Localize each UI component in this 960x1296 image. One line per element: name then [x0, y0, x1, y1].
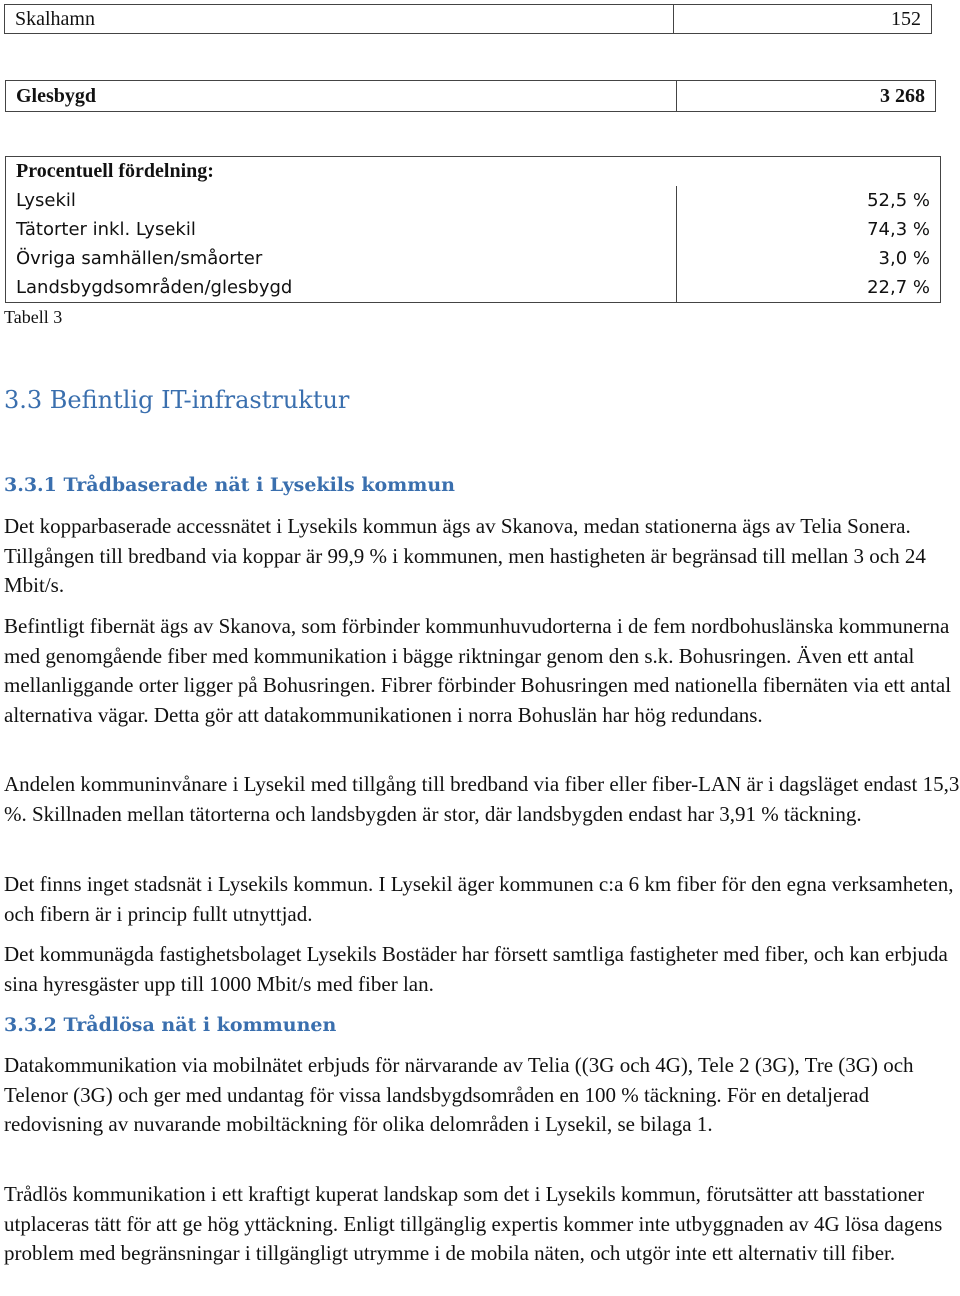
- paragraph: Det finns inget stadsnät i Lysekils kommun. I Lysekil äger kommunen c:a 6 km fiber för den egna verksamheten, och fibern är i princip fullt utnyttjad.: [4, 872, 954, 926]
- row-value: 3,0 %: [677, 244, 941, 273]
- paragraph: Befintligt fibernät ägs av Skanova, som förbinder kommunhuvudorterna i de fem nordbohuslänska kommunerna med genomgående fiber med kommunikation i bägge riktningar genom den s.k. Bohusringen. Även ett antal mellanliggande orter ligger på Bohusringen. Fibrer förbinder Bohusringen med nationella fibernäten via ett antal alternativa vägar. Detta gör att datakommunikationen i norra Bohuslän har hög redundans.: [4, 614, 952, 727]
- row-value: 3 268: [677, 81, 936, 112]
- table-row: [6, 215, 941, 244]
- skalhamn-table: [4, 4, 932, 34]
- section-title: 3.3 Befintlig IT-infrastruktur: [4, 386, 350, 414]
- glesbygd-table: [5, 80, 936, 112]
- table-row: [6, 81, 936, 112]
- row-label: Tätorter inkl. Lysekil: [6, 215, 677, 244]
- row-label: Glesbygd: [6, 81, 677, 112]
- table-row: [6, 273, 941, 303]
- table-caption: Tabell 3: [4, 307, 63, 327]
- row-label: Skalhamn: [5, 5, 674, 34]
- paragraph: Det kommunägda fastighetsbolaget Lysekils Bostäder har försett samtliga fastigheter med fiber, och kan erbjuda sina hyresgäster upp till 1000 Mbit/s med fiber lan.: [4, 942, 948, 996]
- paragraph: Datakommunikation via mobilnätet erbjuds för närvarande av Telia ((3G och 4G), Tele 2 (3G), Tre (3G) och Telenor (3G) och ger med undantag för vissa landsbygdsområden en 100 % täckning. För en detaljerad redovisning av nuvarande mobiltäckning för olika delområden i Lysekil, se bilaga 1.: [4, 1053, 914, 1136]
- table-heading: Procentuell fördelning:: [6, 157, 941, 187]
- row-label: Lysekil: [6, 186, 677, 215]
- row-label: Övriga samhällen/småorter: [6, 244, 677, 273]
- subsection-title-wired: 3.3.1 Trådbaserade nät i Lysekils kommun: [4, 474, 455, 496]
- distribution-table: [5, 156, 941, 303]
- subsection-title-wireless: 3.3.2 Trådlösa nät i kommunen: [4, 1014, 337, 1036]
- paragraph: Andelen kommuninvånare i Lysekil med tillgång till bredband via fiber eller fiber-LAN är i dagsläget endast 15,3 %. Skillnaden mellan tätorterna och landsbygden är stor, där landsbygden endast har 3,91 % täckning.: [4, 772, 960, 826]
- table-row: [6, 157, 941, 187]
- row-label: Landsbygdsområden/glesbygd: [6, 273, 677, 303]
- table-row: [6, 186, 941, 215]
- row-value: 22,7 %: [677, 273, 941, 303]
- table-row: [5, 5, 932, 34]
- paragraph: Det kopparbaserade accessnätet i Lysekils kommun ägs av Skanova, medan stationerna ägs av Telia Sonera. Tillgången till bredband via koppar är 99,9 % i kommunen, men hastigheten är begränsad till mellan 3 och 24 Mbit/s.: [4, 514, 926, 597]
- table-row: [6, 244, 941, 273]
- row-value: 52,5 %: [677, 186, 941, 215]
- row-value: 152: [674, 5, 932, 34]
- paragraph: Trådlös kommunikation i ett kraftigt kuperat landskap som det i Lysekils kommun, förutsätter att basstationer utplaceras tätt för att ge hög yttäckning. Enligt tillgänglig expertis kommer inte utbyggnaden av 4G lösa dagens problem med begränsningar i tillgängligt utrymme i de mobila näten, och utgör inte ett alternativ till fiber.: [4, 1182, 943, 1265]
- row-value: 74,3 %: [677, 215, 941, 244]
